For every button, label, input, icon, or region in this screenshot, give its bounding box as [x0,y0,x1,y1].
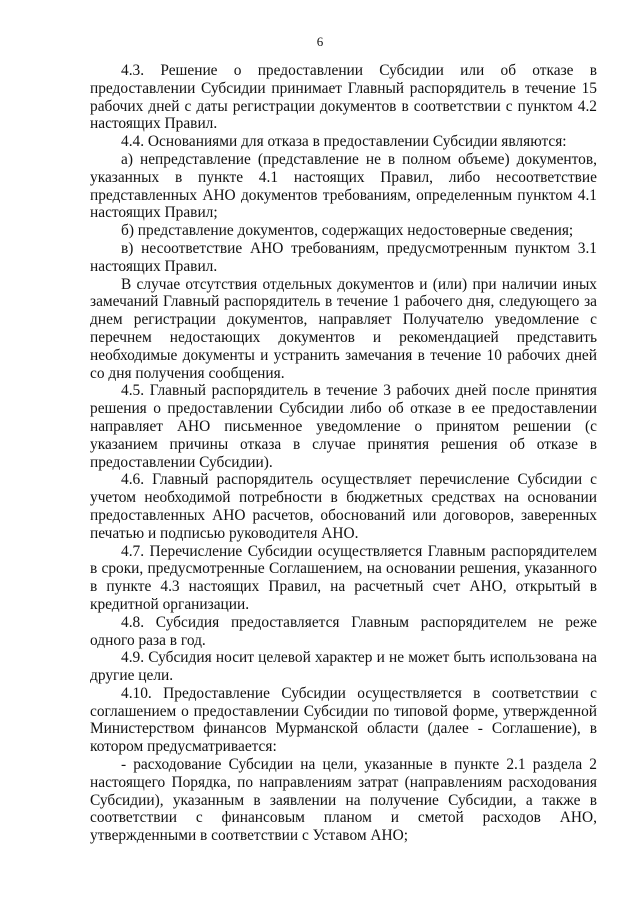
paragraph-4-4-b: б) представление документов, содержащих недостоверные сведения; [121,222,574,240]
paragraph-4-9: 4.9. Субсидия носит целевой характер и не может быть использована на другие цели. [90,649,597,685]
paragraph-4-3: 4.3. Решение о предоставлении Субсидии или об отказе в предоставлении Субсидии принимает Главный распорядитель в течение 15 рабочих дней с даты регистрации документов в соответствии с пунктом 4.2 настоящих Правил. [90,62,597,133]
paragraph-missing-documents: В случае отсутствия отдельных документов и (или) при наличии иных замечаний Главный распорядитель в течение 1 рабочего дня, следующего за днем регистрации документов, направляет Получателю уведомление с перечнем недостающих документов и рекомендацией представить необходимые документы и устранить замечания в течение 10 рабочих дней со дня получения сообщения. [90,275,597,382]
paragraph-4-10: 4.10. Предоставление Субсидии осуществляется в соответствии с соглашением о предоставлении Субсидии по типовой форме, утвержденной Министерством финансов Мурманской области (далее - Соглашение), в котором предусматривается: [90,684,597,756]
paragraph-4-4-a: а) непредставление (представление не в полном объеме) документов, указанных в пункте 4.1 настоящих Правил, либо несоответствие представленных АНО документов требованиям, определенным пунктом 4.1 настоящих Правил; [90,150,597,222]
paragraph-4-4: 4.4. Основаниями для отказа в предоставлении Субсидии являются: [121,133,567,151]
paragraph-4-6: 4.6. Главный распорядитель осуществляет перечисление Субсидии с учетом необходимой потребности в бюджетных средствах на основании предоставленных АНО расчетов, обоснований или договоров, заверенных печатью и подписью руководителя АНО. [90,471,597,542]
document-body [90,62,597,845]
paragraph-4-10-item: - расходование Субсидии на цели, указанные в пункте 2.1 раздела 2 настоящего Порядка, по направлениям затрат (направлениям расходования Субсидии), указанным в заявлении на получение Субсидии, а также в соответствии с финансовым планом и сметой расходов АНО, утвержденными в соответствии с Уставом АНО; [90,756,597,845]
paragraph-4-4-v: в) несоответствие АНО требованиям, предусмотренным пунктом 3.1 настоящих Правил. [90,239,597,275]
paragraph-4-8: 4.8. Субсидия предоставляется Главным распорядителем не реже одного раза в год. [90,613,597,649]
page-number: 6 [316,34,324,49]
paragraph-4-5: 4.5. Главный распорядитель в течение 3 рабочих дней после принятия решения о предоставлении Субсидии либо об отказе в ее предоставлении направляет АНО письменное уведомление о принятом решении (с указанием причины отказа в случае принятия решения об отказе в предоставлении Субсидии). [90,382,597,471]
paragraph-4-7: 4.7. Перечисление Субсидии осуществляется Главным распорядителем в сроки, предусмотренные Соглашением, на основании решения, указанного в пункте 4.3 настоящих Правил, на расчетный счет АНО, открытый в кредитной организации. [90,542,597,613]
